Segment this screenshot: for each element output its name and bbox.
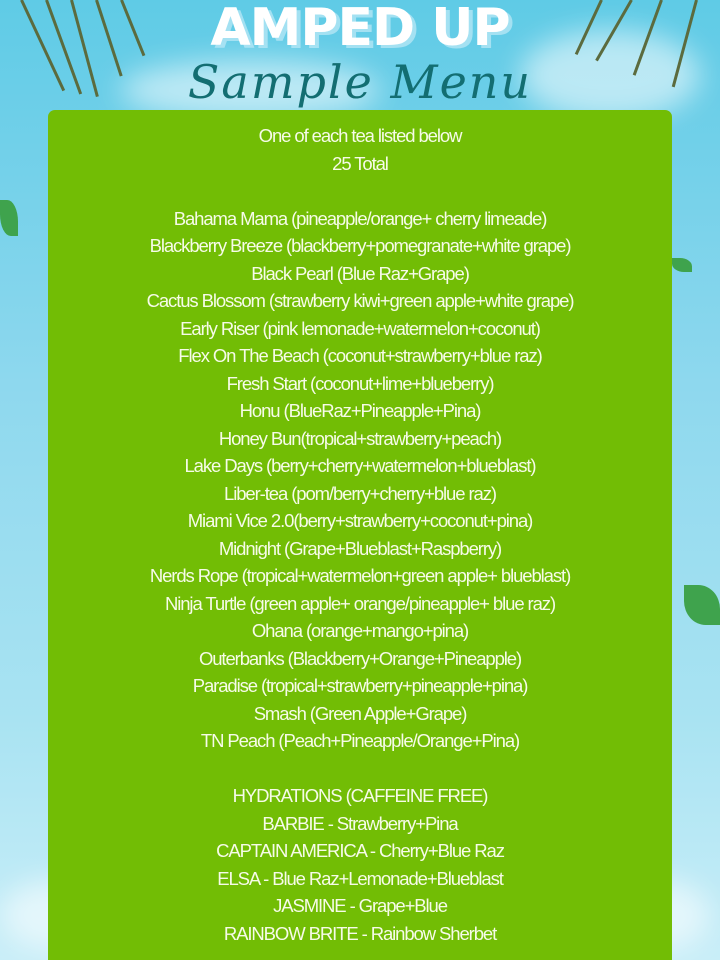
menu-panel [48,110,672,960]
tea-item: TN Peach (Peach+Pineapple/Orange+Pina) [200,730,520,751]
tea-item: Blackberry Breeze (blackberry+pomegranate+white grape) [149,235,571,256]
mint-leaf-icon [0,200,18,236]
hydrations-heading: HYDRATIONS (CAFFEINE FREE) [232,785,488,806]
mint-leaf-icon [672,258,692,272]
hydration-item: ELSA - Blue Raz+Lemonade+Blueblast [217,867,503,889]
tea-item: Ninja Turtle (green apple+ orange/pineapple+ blue raz) [164,592,556,614]
tea-item: Early Riser (pink lemonade+watermelon+coconut) [180,317,540,339]
tea-item: Smash (Green Apple+Grape) [253,702,467,724]
total-line: 25 Total [332,152,388,174]
hydration-item: BARBIE - Strawberry+Pina [262,812,458,834]
tea-item: Cactus Blossom (strawberry kiwi+green apple+white grape) [146,290,574,311]
tea-item: Paradise (tropical+strawberry+pineapple+pina) [192,675,528,696]
tea-item: Flex On The Beach (coconut+strawberry+blue raz) [178,345,542,366]
tea-item: Fresh Start (coconut+lime+blueberry) [226,372,494,394]
tea-item: Midnight (Grape+Blueblast+Raspberry) [218,537,502,559]
tea-item: Miami Vice 2.0(berry+strawberry+coconut+pina) [187,510,533,531]
tea-item: Honey Bun(tropical+strawberry+peach) [218,427,502,449]
tea-item: Liber-tea (pom/berry+cherry+blue raz) [224,482,496,504]
mint-leaf-icon [684,585,720,625]
tea-item: Ohana (orange+mango+pina) [251,620,469,641]
menu-subtitle: Sample Menu [187,55,533,109]
tea-item: Outerbanks (Blackberry+Orange+Pineapple) [198,647,522,669]
hydration-item: JASMINE - Grape+Blue [273,895,447,916]
tea-item: Lake Days (berry+cherry+watermelon+blueblast) [184,455,536,476]
brand-title: AMPED UP [210,0,510,58]
tea-item: Bahama Mama (pineapple/orange+ cherry limeade) [173,207,547,229]
intro-line: One of each tea listed below [258,125,462,146]
hydration-item: RAINBOW BRITE - Rainbow Sherbet [223,922,497,944]
tea-item: Black Pearl (Blue Raz+Grape) [251,262,469,284]
tea-item: Nerds Rope (tropical+watermelon+green apple+ blueblast) [149,565,571,586]
hydration-item: CAPTAIN AMERICA - Cherry+Blue Raz [216,840,504,861]
tea-item: Honu (BlueRaz+Pineapple+Pina) [239,400,481,421]
